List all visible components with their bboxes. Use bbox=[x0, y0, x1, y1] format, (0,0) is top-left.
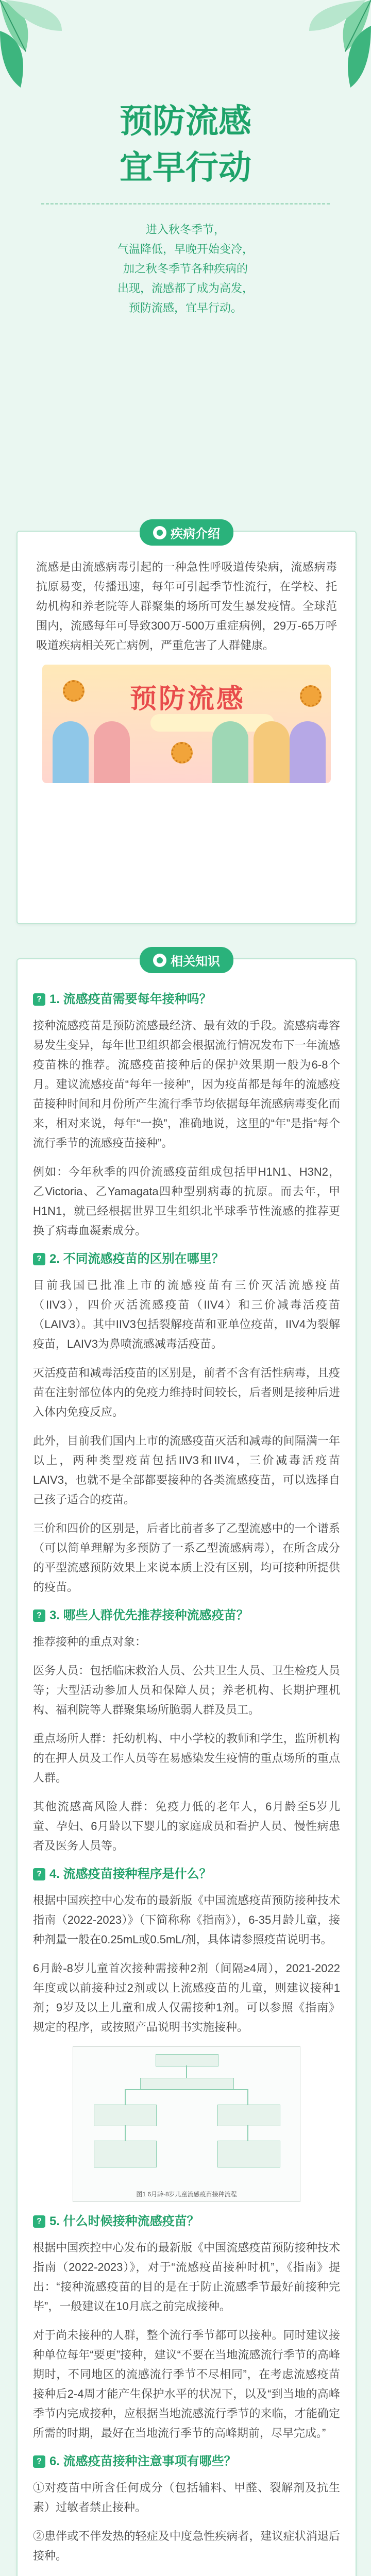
question-text: 2. 不同流感疫苗的区别在哪里？ bbox=[49, 1252, 224, 1266]
intro-line: 预防流感，宜早行动。 bbox=[128, 301, 242, 314]
section-badge-label: 疾病介绍 bbox=[171, 527, 220, 541]
flowchart-caption: 图1 6月龄-8岁儿童流感疫苗接种流程 bbox=[136, 2191, 237, 2198]
question-icon: ? bbox=[33, 1253, 45, 1265]
leaf-decoration-left-icon bbox=[0, 0, 72, 93]
question-heading bbox=[33, 1606, 340, 1625]
hero bbox=[0, 98, 371, 318]
badge-dot-icon bbox=[153, 526, 166, 539]
question-icon: ? bbox=[33, 993, 45, 1006]
flow-arrow bbox=[125, 2089, 248, 2090]
question-heading bbox=[33, 2212, 340, 2231]
answer-paragraph: 根据中国疾控中心发布的最新版《中国流感疫苗预防接种技术指南（2022-2023）》（下简称称《指南》），6-35月龄儿童，接种剂量一般在0.25mL或0.5mL/剂，具体请参照疫苗说明书。 bbox=[33, 1894, 340, 1946]
answer-paragraph: 目前我国已批准上市的流感疫苗有三价灭活流感疫苗（IIV3），四价灭活流感疫苗（IIV4）和三价减毒活疫苗（LAIV3）。其中IIV3包括裂解疫苗和亚单位疫苗，IIV4为裂解疫苗，LAIV3为鼻喷流感减毒活疫苗。 bbox=[33, 1279, 340, 1350]
answer-paragraph: 6月龄-8岁儿童首次接种需接种2剂（间隔≥4周），2021-2022年度或以前接种过2剂或以上流感疫苗的儿童，则建议接种1剂；9岁及以上儿童和成人仅需接种1剂。可以参照《指南》规定的程序，或按照产品说明书实施接种。 bbox=[33, 1962, 340, 2033]
question-icon: ? bbox=[33, 1609, 45, 1622]
title-line1: 预防流感 bbox=[120, 103, 251, 140]
related-knowledge-card bbox=[16, 955, 357, 2576]
person-illustration-icon bbox=[290, 721, 326, 783]
section-badge-disease bbox=[140, 519, 233, 546]
title-line2: 宜早行动 bbox=[120, 149, 251, 186]
intro-line: 出现，流感都了成为高发， bbox=[117, 282, 254, 295]
flow-box bbox=[140, 2078, 234, 2090]
question-text: 6. 流感疫苗接种注意事项有哪些？ bbox=[49, 2454, 237, 2468]
answer-paragraph: 医务人员：包括临床救治人员、公共卫生人员、卫生检疫人员等；大型活动参加人员和保障人员；养老机构、长期护理机构、福利院等人群聚集场所脆弱人群及员工。 bbox=[33, 1664, 340, 1716]
answer-paragraph: 重点场所人群：托幼机构、中小学校的教师和学生，监所机构的在押人员及工作人员等在易感染发生疫情的重点场所的重点人群。 bbox=[33, 1732, 340, 1784]
question-heading bbox=[33, 2452, 340, 2471]
answer-paragraph: 此外，目前我们国内上市的流感疫苗灭活和减毒的间隔满一年以上，两种类型疫苗包括IIV3和IIV4，三价减毒活疫苗LAIV3，也就不是全部都要接种的各类流感疫苗，可以选择自己孩子适合的疫苗。 bbox=[33, 1434, 340, 1506]
answer-paragraph: 对于尚未接种的人群，整个流行季节都可以接种。同时建议接种单位每年“要更”接种，建议“不要在当地流感流行季节的高峰期时，不同地区的流感流行季节不尽相同”，在考虑流感疫苗接种后2-4周才能产生保护水平的状况下，以及“到当地的高峰季节内完成接种，应根据当地流感流行季节的来临，才能确定所需的时期，最好在当地流行季节的高峰期前，尽早完成。” bbox=[33, 2329, 340, 2439]
virus-icon bbox=[300, 685, 322, 707]
poster-banner bbox=[150, 714, 274, 732]
flow-arrow bbox=[125, 2125, 126, 2141]
answer-paragraph: ①对疫苗中所含任何成分（包括辅料、甲醛、裂解剂及抗生素）过敏者禁止接种。 bbox=[33, 2481, 340, 2514]
intro-line: 进入秋冬季节， bbox=[145, 223, 225, 236]
question-heading bbox=[33, 1250, 340, 1268]
virus-icon bbox=[63, 680, 85, 702]
person-illustration-icon bbox=[254, 721, 290, 783]
question-text: 1. 流感疫苗需要每年接种吗？ bbox=[49, 992, 212, 1006]
question-icon: ? bbox=[33, 1868, 45, 1880]
flow-box bbox=[217, 2105, 280, 2126]
person-illustration-icon bbox=[94, 721, 130, 783]
intro-line: 气温降低，早晚开始变冷， bbox=[117, 243, 254, 256]
intro-line: 加之秋冬季节各种疾病的 bbox=[123, 262, 248, 275]
answer-paragraph: 灭活疫苗和减毒活疫苗的区别是，前者不含有活性病毒，且疫苗在注射部位体内的免疫力维持时间较长，后者则是接种后进入体内免疫反应。 bbox=[33, 1366, 340, 1418]
flow-arrow bbox=[247, 2089, 248, 2105]
virus-icon bbox=[171, 742, 193, 764]
flu-prevention-poster bbox=[42, 665, 331, 783]
section-badge-label: 相关知识 bbox=[171, 955, 220, 969]
answer-paragraph: 其他流感高风险人群：免疫力低的老年人，6月龄至5岁儿童、孕妇、6月龄以下婴儿的家庭成员和看护人员、慢性病患者及医务人员等。 bbox=[33, 1800, 340, 1852]
answer-paragraph: 接种流感疫苗是预防流感最经济、最有效的手段。流感病毒容易发生变异，每年世卫组织都会根据流行情况发布下一年流感疫苗株的推荐。流感疫苗接种后的保护效果期一般为6-8个月。建议流感疫苗“每年一接种”，因为疫苗都是每年的流感疫苗接种时间和月份所产生流行季节均依据每年流感病毒变化而来，相对来说，每年“一换”，准确地说，这里的“年”是指“每个流行季节的流感疫苗接种”。 bbox=[33, 1019, 340, 1149]
flow-box bbox=[94, 2141, 157, 2167]
question-text: 5. 什么时候接种流感疫苗？ bbox=[49, 2214, 199, 2228]
flow-box bbox=[217, 2141, 280, 2167]
question-heading bbox=[33, 990, 340, 1009]
person-illustration-icon bbox=[212, 721, 248, 783]
answer-paragraph: ②患伴或不伴发热的轻症及中度急性疾病者，建议症状消退后接种。 bbox=[33, 2530, 340, 2562]
flow-arrow bbox=[247, 2125, 248, 2141]
leaf-decoration-right-icon bbox=[299, 0, 371, 93]
question-icon: ? bbox=[33, 2215, 45, 2228]
flow-arrow bbox=[125, 2089, 126, 2105]
question-icon: ? bbox=[33, 2455, 45, 2468]
question-text: 4. 流感疫苗接种程序是什么？ bbox=[49, 1867, 212, 1881]
person-illustration-icon bbox=[53, 721, 89, 783]
answer-paragraph: 根据中国疾控中心发布的最新版《中国流感疫苗预防接种技术指南（2022-2023）》，对于“流感疫苗接种时机”，《指南》提出：“接种流感疫苗的目的是在于防止流感季节最好前接种完毕”，一般建议在10月底之前完成接种。 bbox=[33, 2241, 340, 2313]
badge-dot-icon bbox=[153, 954, 166, 967]
flow-box bbox=[156, 2054, 218, 2066]
section-badge-knowledge bbox=[140, 947, 233, 973]
disease-intro-card bbox=[16, 527, 357, 924]
answer-paragraph: 三价和四价的区别是，后者比前者多了乙型流感中的一个谱系（可以简单理解为多预防了一系乙型流感病毒），在所含成分的平型流感预防效果上来说本质上没有区别，均可接种所提供的疫苗。 bbox=[33, 1522, 340, 1594]
answer-paragraph: 例如：今年秋季的四价流感疫苗组成包括甲H1N1、H3N2，乙Victoria、乙Yamagata四种型别病毒的抗原。而去年，甲H1N1，就已经根据世界卫生组织北半球季节性流感的推荐更换了病毒血凝素成分。 bbox=[33, 1165, 340, 1237]
flow-arrow bbox=[186, 2065, 187, 2078]
poster-title: 预防流感 bbox=[130, 684, 246, 714]
disease-intro-paragraph: 流感是由流感病毒引起的一种急性呼吸道传染病，流感病毒抗原易变，传播迅速，每年可引起季节性流行，在学校、托幼机构和养老院等人群聚集的场所可发生暴发疫情。全球范围内，流感每年可导致300万-500万重症病例，29万-65万呼吸道疾病相关死亡病例，严重危害了人群健康。 bbox=[36, 561, 337, 652]
answer-paragraph: 推荐接种的重点对象： bbox=[33, 1635, 147, 1648]
flow-box bbox=[94, 2105, 157, 2126]
divider bbox=[41, 203, 330, 205]
question-text: 3. 哪些人群优先推荐接种流感疫苗？ bbox=[49, 1608, 249, 1622]
vaccination-flowchart bbox=[73, 2046, 300, 2202]
intro bbox=[0, 220, 371, 318]
question-heading bbox=[33, 1865, 340, 1884]
